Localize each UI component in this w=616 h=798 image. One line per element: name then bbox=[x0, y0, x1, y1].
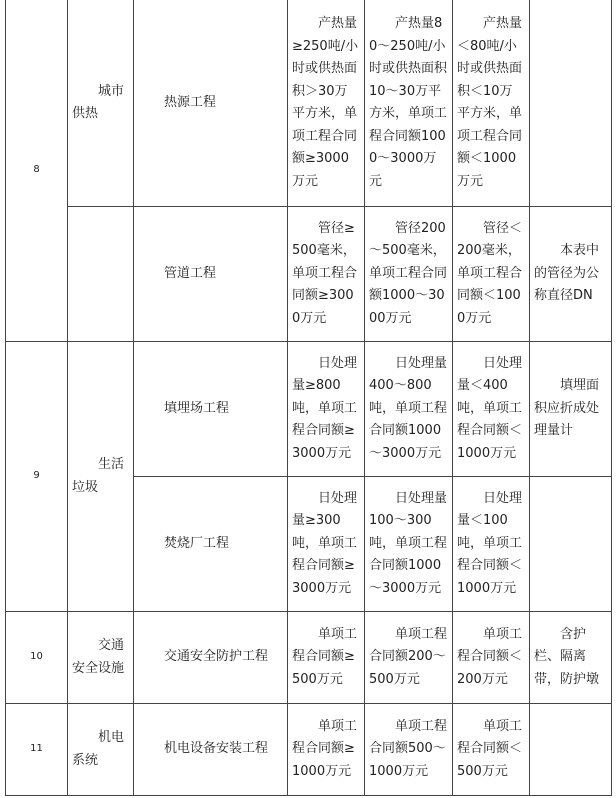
row-number: 11 bbox=[6, 704, 68, 796]
large-scale-cell: 日处理量≥800吨，单项工程合同额≥3000万元 bbox=[288, 342, 365, 477]
small-scale-cell: 日处理量＜400吨，单项工程合同额＜1000万元 bbox=[453, 342, 530, 477]
medium-scale-cell: 日处理量100～300吨，单项工程合同额1000～3000万元 bbox=[365, 477, 453, 612]
project-name-cell: 管道工程 bbox=[134, 207, 288, 342]
category-cell: 交通安全设施 bbox=[68, 612, 134, 704]
table-row bbox=[6, 704, 612, 796]
project-name-cell: 交通安全防护工程 bbox=[134, 612, 288, 704]
project-scale-table bbox=[5, 0, 612, 796]
project-name-cell: 机电设备安装工程 bbox=[134, 704, 288, 796]
row-number: 8 bbox=[6, 0, 68, 342]
project-name-cell: 填埋场工程 bbox=[134, 342, 288, 477]
large-scale-cell: 日处理量≥300吨，单项工程合同额≥3000万元 bbox=[288, 477, 365, 612]
category-cell: 城市供热 bbox=[68, 0, 134, 207]
medium-scale-cell: 管径200～500毫米，单项工程合同额1000～3000万元 bbox=[365, 207, 453, 342]
note-cell: 填埋面积应折成处理量计 bbox=[530, 342, 612, 477]
medium-scale-cell: 单项工程合同额200～500万元 bbox=[365, 612, 453, 704]
large-scale-cell: 管径≥500毫米，单项工程合同额≥3000万元 bbox=[288, 207, 365, 342]
note-cell bbox=[530, 704, 612, 796]
note-cell bbox=[530, 0, 612, 207]
medium-scale-cell: 产热量80～250吨/小时或供热面积10～30万平方米，单项工程合同额1000～3000万元 bbox=[365, 0, 453, 207]
small-scale-cell: 单项工程合同额＜500万元 bbox=[453, 704, 530, 796]
table-row bbox=[6, 612, 612, 704]
small-scale-cell: 日处理量＜100吨，单项工程合同额＜1000万元 bbox=[453, 477, 530, 612]
small-scale-cell: 单项工程合同额＜200万元 bbox=[453, 612, 530, 704]
category-cell: 生活垃圾 bbox=[68, 342, 134, 612]
category-cell-empty bbox=[68, 207, 134, 342]
table-row bbox=[6, 0, 612, 207]
medium-scale-cell: 单项工程合同额500～1000万元 bbox=[365, 704, 453, 796]
note-cell: 含护栏、隔离带，防护墩 bbox=[530, 612, 612, 704]
medium-scale-cell: 日处理量400～800吨，单项工程合同额1000～3000万元 bbox=[365, 342, 453, 477]
table-row bbox=[6, 342, 612, 477]
small-scale-cell: 产热量＜80吨/小时或供热面积＜10万平方米，单项工程合同额＜1000万元 bbox=[453, 0, 530, 207]
row-number: 9 bbox=[6, 342, 68, 612]
row-number: 10 bbox=[6, 612, 68, 704]
project-name-cell: 热源工程 bbox=[134, 0, 288, 207]
note-cell: 本表中的管径为公称直径DN bbox=[530, 207, 612, 342]
small-scale-cell: 管径＜200毫米，单项工程合同额＜1000万元 bbox=[453, 207, 530, 342]
note-cell bbox=[530, 477, 612, 612]
large-scale-cell: 单项工程合同额≥1000万元 bbox=[288, 704, 365, 796]
table-row bbox=[6, 207, 612, 342]
category-cell: 机电系统 bbox=[68, 704, 134, 796]
project-name-cell: 焚烧厂工程 bbox=[134, 477, 288, 612]
large-scale-cell: 产热量≥250吨/小时或供热面积＞30万平方米，单项工程合同额≥3000万元 bbox=[288, 0, 365, 207]
large-scale-cell: 单项工程合同额≥500万元 bbox=[288, 612, 365, 704]
